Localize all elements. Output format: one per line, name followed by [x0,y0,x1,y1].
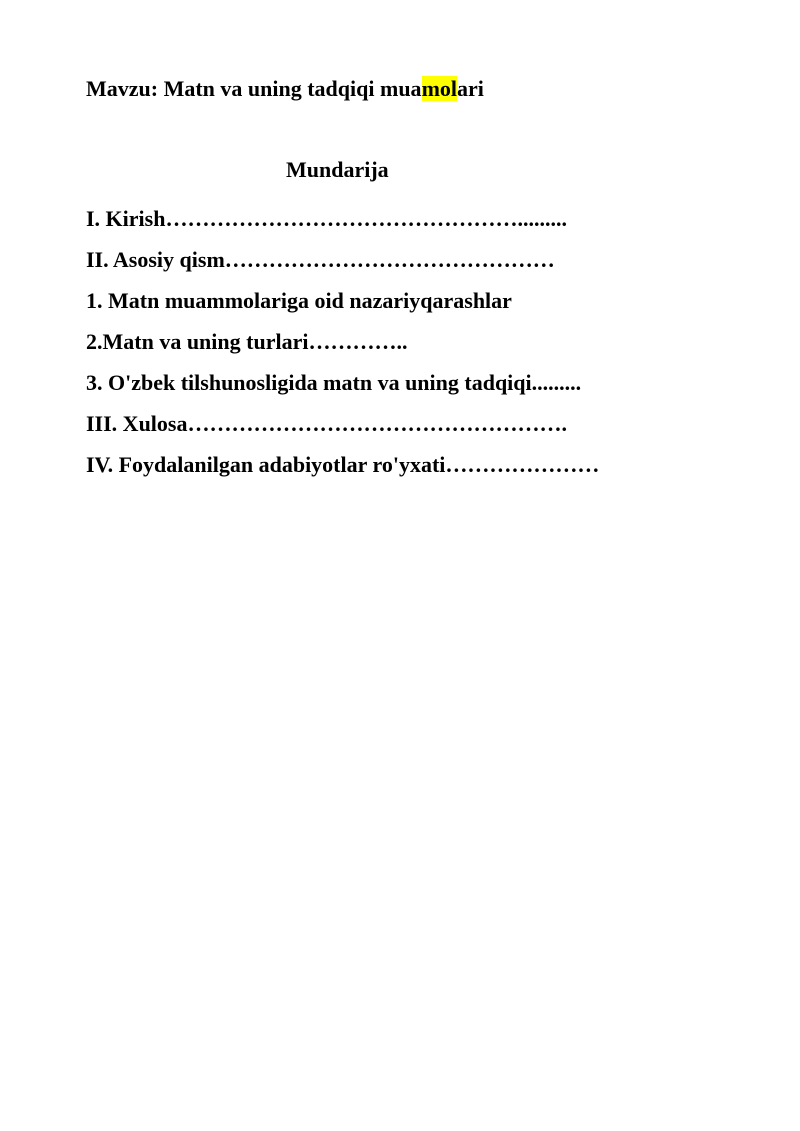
toc-heading: Mundarija [286,157,389,182]
toc-item-section-2: 2.Matn va uning turlari………….. [86,329,408,354]
toc-item-section-1: 1. Matn muammolariga oid nazariyqarashlar [86,288,512,313]
table-of-contents [86,198,599,485]
toc-item-section-3: 3. O'zbek tilshunosligida matn va uning tadqiqi......... [86,370,582,395]
toc-item-main-part: II. Asosiy qism……………………………………… [86,247,555,272]
toc-item-conclusion: III. Xulosa……………………………………………. [86,411,567,436]
toc-item-references: IV. Foydalanilgan adabiyotlar ro'yxati………………… [86,452,600,477]
title-highlighted-text: mol [421,76,458,101]
title-text-start: Mavzu: Matn va uning tadqiqi mua [86,76,422,101]
title-text-end: ari [457,76,484,101]
document-title [86,76,484,102]
toc-item-introduction: I. Kirish…………………………………………......... [86,206,567,231]
